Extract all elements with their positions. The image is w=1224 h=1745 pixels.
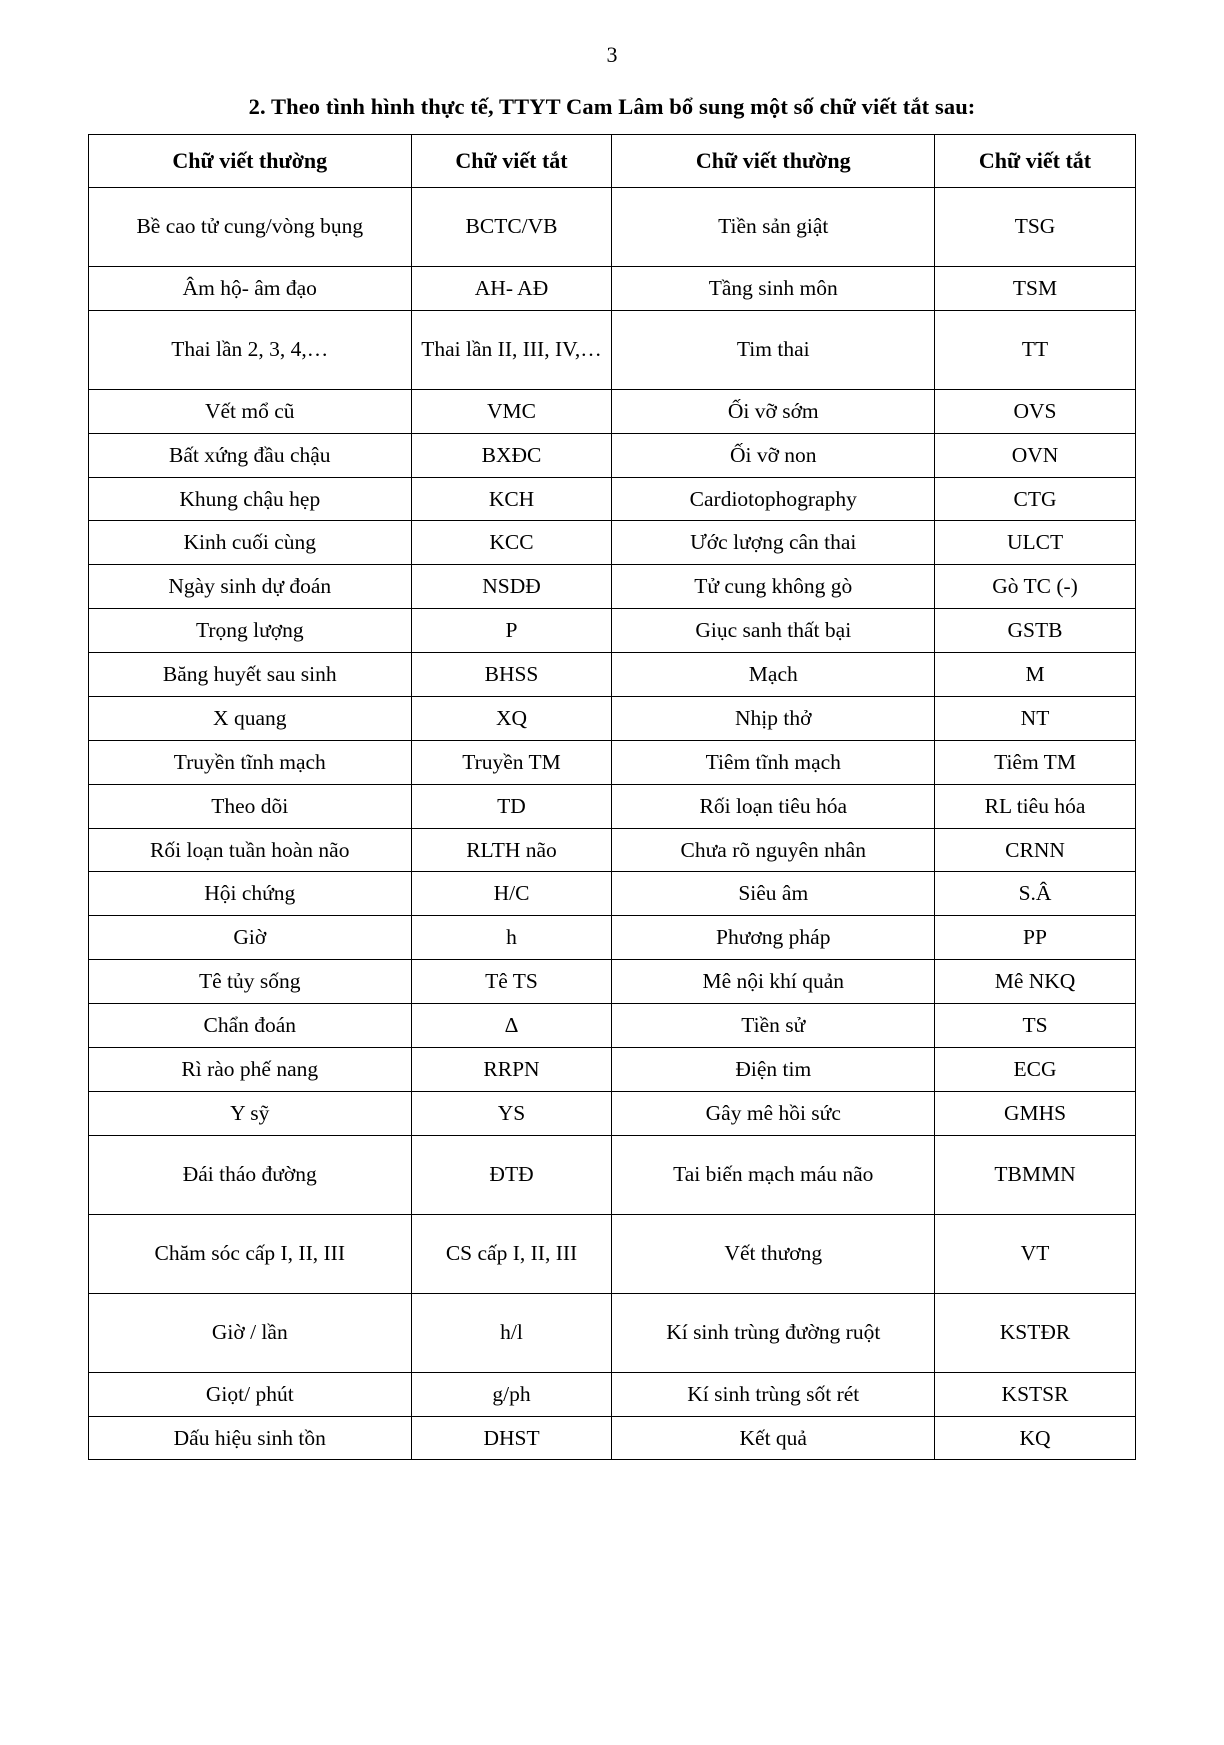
table-row	[89, 609, 1136, 653]
cell-abbrev-left: BCTC/VB	[411, 187, 612, 266]
cell-full-word-right: Tầng sinh môn	[612, 266, 935, 310]
cell-full-word-right: Ối vỡ sớm	[612, 389, 935, 433]
cell-full-word-left: Hội chứng	[89, 872, 412, 916]
cell-full-word-left: Thai lần 2, 3, 4,…	[89, 310, 412, 389]
cell-abbrev-left: BXĐC	[411, 433, 612, 477]
cell-full-word-left: Bề cao tử cung/vòng bụng	[89, 187, 412, 266]
table-row	[89, 1372, 1136, 1416]
cell-full-word-right: Phương pháp	[612, 916, 935, 960]
table-row	[89, 784, 1136, 828]
cell-full-word-right: Siêu âm	[612, 872, 935, 916]
cell-abbrev-right: CTG	[935, 477, 1136, 521]
cell-abbrev-right: TT	[935, 310, 1136, 389]
cell-abbrev-left: P	[411, 609, 612, 653]
table-row	[89, 653, 1136, 697]
cell-abbrev-left: VMC	[411, 389, 612, 433]
cell-abbrev-right: VT	[935, 1214, 1136, 1293]
cell-abbrev-right: GSTB	[935, 609, 1136, 653]
cell-full-word-left: X quang	[89, 696, 412, 740]
cell-full-word-right: Điện tim	[612, 1047, 935, 1091]
table-body	[89, 187, 1136, 1460]
cell-full-word-left: Âm hộ- âm đạo	[89, 266, 412, 310]
cell-full-word-right: Ối vỡ non	[612, 433, 935, 477]
cell-full-word-right: Rối loạn tiêu hóa	[612, 784, 935, 828]
cell-abbrev-right: GMHS	[935, 1091, 1136, 1135]
cell-abbrev-right: M	[935, 653, 1136, 697]
cell-abbrev-right: TSM	[935, 266, 1136, 310]
cell-full-word-right: Vết thương	[612, 1214, 935, 1293]
cell-full-word-right: Tim thai	[612, 310, 935, 389]
table-row	[89, 1135, 1136, 1214]
cell-abbrev-left: AH- AĐ	[411, 266, 612, 310]
table-row	[89, 872, 1136, 916]
cell-abbrev-right: Mê NKQ	[935, 960, 1136, 1004]
cell-full-word-left: Tê tủy sống	[89, 960, 412, 1004]
table-header-row	[89, 135, 1136, 188]
column-header-abbrev-2: Chữ viết tắt	[935, 135, 1136, 188]
table-row	[89, 477, 1136, 521]
cell-abbrev-left: KCH	[411, 477, 612, 521]
cell-abbrev-left: H/C	[411, 872, 612, 916]
cell-full-word-left: Giờ / lần	[89, 1293, 412, 1372]
cell-abbrev-left: h	[411, 916, 612, 960]
cell-full-word-right: Ước lượng cân thai	[612, 521, 935, 565]
cell-full-word-right: Tử cung không gò	[612, 565, 935, 609]
cell-full-word-left: Giờ	[89, 916, 412, 960]
cell-abbrev-left: Truyền TM	[411, 740, 612, 784]
cell-full-word-left: Kinh cuối cùng	[89, 521, 412, 565]
cell-abbrev-left: Thai lần II, III, IV,…	[411, 310, 612, 389]
cell-full-word-right: Kết quả	[612, 1416, 935, 1460]
table-row	[89, 433, 1136, 477]
table-row	[89, 1004, 1136, 1048]
cell-abbrev-right: Gò TC (-)	[935, 565, 1136, 609]
page-number: 3	[606, 42, 618, 67]
cell-full-word-right: Cardiotophography	[612, 477, 935, 521]
cell-full-word-left: Chăm sóc cấp I, II, III	[89, 1214, 412, 1293]
table-row	[89, 1416, 1136, 1460]
cell-abbrev-right: TBMMN	[935, 1135, 1136, 1214]
cell-abbrev-right: CRNN	[935, 828, 1136, 872]
cell-abbrev-right: ECG	[935, 1047, 1136, 1091]
cell-full-word-right: Tiêm tĩnh mạch	[612, 740, 935, 784]
cell-abbrev-left: NSDĐ	[411, 565, 612, 609]
cell-abbrev-right: RL tiêu hóa	[935, 784, 1136, 828]
table-row	[89, 696, 1136, 740]
cell-abbrev-left: BHSS	[411, 653, 612, 697]
cell-abbrev-right: TS	[935, 1004, 1136, 1048]
cell-full-word-left: Chẩn đoán	[89, 1004, 412, 1048]
cell-abbrev-left: Tê TS	[411, 960, 612, 1004]
cell-abbrev-right: ULCT	[935, 521, 1136, 565]
column-header-full-word-2: Chữ viết thường	[612, 135, 935, 188]
cell-abbrev-left: RLTH não	[411, 828, 612, 872]
cell-abbrev-right: KSTSR	[935, 1372, 1136, 1416]
cell-full-word-right: Kí sinh trùng sốt rét	[612, 1372, 935, 1416]
cell-full-word-right: Kí sinh trùng đường ruột	[612, 1293, 935, 1372]
cell-full-word-left: Bất xứng đầu chậu	[89, 433, 412, 477]
cell-full-word-left: Truyền tĩnh mạch	[89, 740, 412, 784]
cell-abbrev-left: h/l	[411, 1293, 612, 1372]
table-row	[89, 1047, 1136, 1091]
table-row	[89, 1091, 1136, 1135]
table-row	[89, 960, 1136, 1004]
abbreviation-table	[88, 134, 1136, 1460]
cell-full-word-left: Đái tháo đường	[89, 1135, 412, 1214]
section-heading: 2. Theo tình hình thực tế, TTYT Cam Lâm bổ sung một số chữ viết tắt sau:	[248, 94, 976, 120]
cell-full-word-left: Giọt/ phút	[89, 1372, 412, 1416]
cell-abbrev-left: KCC	[411, 521, 612, 565]
table-row	[89, 740, 1136, 784]
table-row	[89, 266, 1136, 310]
cell-abbrev-left: ĐTĐ	[411, 1135, 612, 1214]
column-header-full-word-1: Chữ viết thường	[89, 135, 412, 188]
cell-abbrev-right: KSTĐR	[935, 1293, 1136, 1372]
cell-full-word-right: Tiền sử	[612, 1004, 935, 1048]
cell-full-word-right: Chưa rõ nguyên nhân	[612, 828, 935, 872]
cell-abbrev-right: PP	[935, 916, 1136, 960]
cell-full-word-left: Y sỹ	[89, 1091, 412, 1135]
cell-abbrev-left: YS	[411, 1091, 612, 1135]
cell-full-word-left: Dấu hiệu sinh tồn	[89, 1416, 412, 1460]
cell-abbrev-left: XQ	[411, 696, 612, 740]
cell-full-word-right: Tiền sản giật	[612, 187, 935, 266]
cell-abbrev-right: S.Â	[935, 872, 1136, 916]
cell-abbrev-left: TD	[411, 784, 612, 828]
cell-abbrev-right: Tiêm TM	[935, 740, 1136, 784]
cell-abbrev-left: DHST	[411, 1416, 612, 1460]
cell-abbrev-right: NT	[935, 696, 1136, 740]
table-row	[89, 187, 1136, 266]
table-row	[89, 565, 1136, 609]
table-row	[89, 828, 1136, 872]
table-row	[89, 521, 1136, 565]
table-row	[89, 389, 1136, 433]
cell-abbrev-right: TSG	[935, 187, 1136, 266]
cell-abbrev-right: OVN	[935, 433, 1136, 477]
cell-full-word-left: Rì rào phế nang	[89, 1047, 412, 1091]
column-header-abbrev-1: Chữ viết tắt	[411, 135, 612, 188]
cell-full-word-left: Băng huyết sau sinh	[89, 653, 412, 697]
cell-full-word-right: Nhịp thở	[612, 696, 935, 740]
cell-abbrev-right: KQ	[935, 1416, 1136, 1460]
cell-abbrev-left: g/ph	[411, 1372, 612, 1416]
cell-full-word-right: Mê nội khí quản	[612, 960, 935, 1004]
table-row	[89, 1293, 1136, 1372]
table-row	[89, 916, 1136, 960]
table-row	[89, 1214, 1136, 1293]
table-row	[89, 310, 1136, 389]
cell-full-word-left: Khung chậu hẹp	[89, 477, 412, 521]
cell-full-word-right: Mạch	[612, 653, 935, 697]
cell-full-word-left: Rối loạn tuần hoàn não	[89, 828, 412, 872]
cell-abbrev-right: OVS	[935, 389, 1136, 433]
cell-abbrev-left: Δ	[411, 1004, 612, 1048]
cell-full-word-left: Ngày sinh dự đoán	[89, 565, 412, 609]
cell-full-word-right: Giục sanh thất bại	[612, 609, 935, 653]
cell-abbrev-left: RRPN	[411, 1047, 612, 1091]
cell-full-word-right: Gây mê hồi sức	[612, 1091, 935, 1135]
cell-full-word-right: Tai biến mạch máu não	[612, 1135, 935, 1214]
cell-full-word-left: Trọng lượng	[89, 609, 412, 653]
cell-full-word-left: Vết mổ cũ	[89, 389, 412, 433]
cell-full-word-left: Theo dõi	[89, 784, 412, 828]
cell-abbrev-left: CS cấp I, II, III	[411, 1214, 612, 1293]
